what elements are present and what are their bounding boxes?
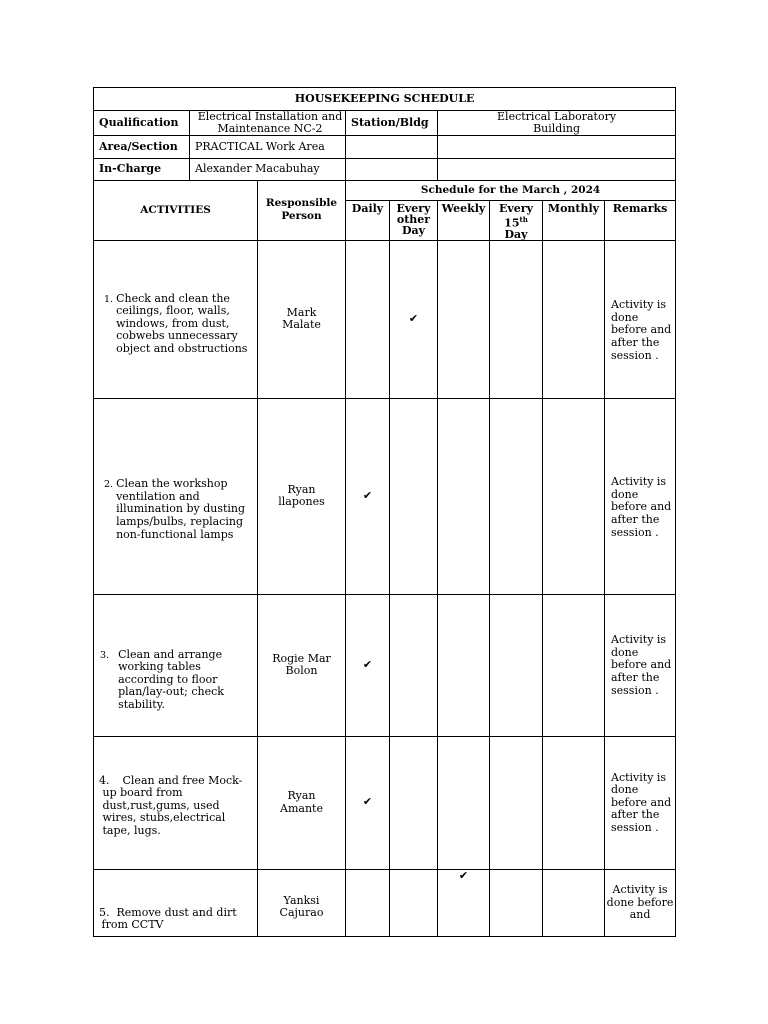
qualification-value: Electrical Installation and Maintenance NC-2 xyxy=(190,111,346,136)
activity-text: Clean and arrange working tables according to floor plan/lay-out; check stability. xyxy=(118,647,224,712)
responsible-person-header: Responsible Person xyxy=(258,181,346,241)
activity-number: 2. xyxy=(104,479,114,491)
every-other-day-header: Every other Day xyxy=(390,201,438,241)
responsible-person: Ryan llapones xyxy=(258,398,346,594)
activity-number: 4. xyxy=(99,773,110,787)
activity-number: 1. xyxy=(104,293,114,305)
area-value: PRACTICAL Work Area xyxy=(190,136,346,159)
station-label: Station/Bldg xyxy=(346,111,438,136)
check-mark-icon: ✔ xyxy=(362,795,373,809)
weekly-cell xyxy=(438,398,490,594)
every-other-day-cell xyxy=(390,240,438,398)
weekly-cell xyxy=(438,240,490,398)
daily-cell xyxy=(346,736,390,869)
daily-cell xyxy=(346,240,390,398)
check-mark-icon: ✔ xyxy=(408,311,419,325)
remarks-cell: Activity is done before and after the session . xyxy=(605,594,676,736)
incharge-value: Alexander Macabuhay xyxy=(190,159,346,181)
activity-text: Check and clean the ceilings, floor, walls, windows, from dust, cobwebs unnecessary object and obstructions xyxy=(116,291,248,356)
monthly-cell xyxy=(543,398,605,594)
check-mark-icon: ✔ xyxy=(362,657,373,671)
every-15th-day-cell xyxy=(490,594,543,736)
every-15th-day-cell xyxy=(490,736,543,869)
activity-cell xyxy=(94,594,258,736)
weekly-header: Weekly xyxy=(438,201,490,241)
housekeeping-schedule-table xyxy=(93,87,676,937)
activities-header: ACTIVITIES xyxy=(94,181,258,241)
remarks-cell: Activity is done before and xyxy=(605,869,676,936)
area-station-empty-cell xyxy=(346,136,438,159)
remarks-header: Remarks xyxy=(605,201,676,241)
monthly-cell xyxy=(543,736,605,869)
activity-number: 3. xyxy=(100,649,110,661)
every-15th-day-cell xyxy=(490,398,543,594)
incharge-label: In-Charge xyxy=(94,159,190,181)
area-label: Area/Section xyxy=(94,136,190,159)
qualification-label: Qualification xyxy=(94,111,190,136)
every-other-day-cell xyxy=(390,398,438,594)
schedule-header: Schedule for the March , 2024 xyxy=(346,181,676,201)
monthly-cell xyxy=(543,594,605,736)
activity-text: Clean the workshop ventilation and illumination by dusting lamps/bulbs, replacing non-functional lamps xyxy=(116,477,246,541)
weekly-cell xyxy=(438,869,490,936)
incharge-remarks-empty-cell xyxy=(438,159,676,181)
monthly-header: Monthly xyxy=(543,201,605,241)
activity-cell xyxy=(94,240,258,398)
schedule-row xyxy=(94,398,676,594)
responsible-person: Rogie Mar Bolon xyxy=(258,594,346,736)
activity-cell xyxy=(94,398,258,594)
responsible-person: Ryan Amante xyxy=(258,736,346,869)
schedule-row xyxy=(94,736,676,869)
daily-cell xyxy=(346,594,390,736)
every-15th-day-header xyxy=(490,201,543,241)
every-15th-line3: Day xyxy=(504,227,528,241)
daily-cell xyxy=(346,398,390,594)
every-15th-line1: Every xyxy=(499,202,533,215)
station-value: Electrical Laboratory Building xyxy=(438,111,676,136)
activity-number: 5. xyxy=(99,905,110,919)
weekly-cell xyxy=(438,594,490,736)
every-15th-day-cell xyxy=(490,869,543,936)
every-15th-suffix: th xyxy=(519,215,528,224)
incharge-station-empty-cell xyxy=(346,159,438,181)
remarks-cell: Activity is done before and after the session . xyxy=(605,736,676,869)
activity-cell xyxy=(94,869,258,936)
schedule-row xyxy=(94,240,676,398)
schedule-row xyxy=(94,594,676,736)
every-other-day-cell xyxy=(390,736,438,869)
responsible-person: Yanksi Cajurao xyxy=(258,869,346,936)
every-15th-number: 15 xyxy=(504,216,520,230)
check-mark-icon: ✔ xyxy=(362,488,373,502)
check-mark-icon: ✔ xyxy=(458,868,469,882)
area-remarks-empty-cell xyxy=(438,136,676,159)
daily-header: Daily xyxy=(346,201,390,241)
activity-text: Remove dust and dirt from CCTV xyxy=(101,905,237,932)
activity-text: Clean and free Mock-up board from dust,rust,gums, used wires, stubs,electrical tape, lugs. xyxy=(102,773,243,838)
every-15th-day-cell xyxy=(490,240,543,398)
daily-cell xyxy=(346,869,390,936)
every-other-day-cell xyxy=(390,594,438,736)
document-title: HOUSEKEEPING SCHEDULE xyxy=(94,88,676,111)
remarks-cell: Activity is done before and after the session . xyxy=(605,398,676,594)
every-other-day-cell xyxy=(390,869,438,936)
responsible-person: Mark Malate xyxy=(258,240,346,398)
activity-cell xyxy=(94,736,258,869)
weekly-cell xyxy=(438,736,490,869)
schedule-row xyxy=(94,869,676,936)
monthly-cell xyxy=(543,869,605,936)
remarks-cell: Activity is done before and after the session . xyxy=(605,240,676,398)
monthly-cell xyxy=(543,240,605,398)
